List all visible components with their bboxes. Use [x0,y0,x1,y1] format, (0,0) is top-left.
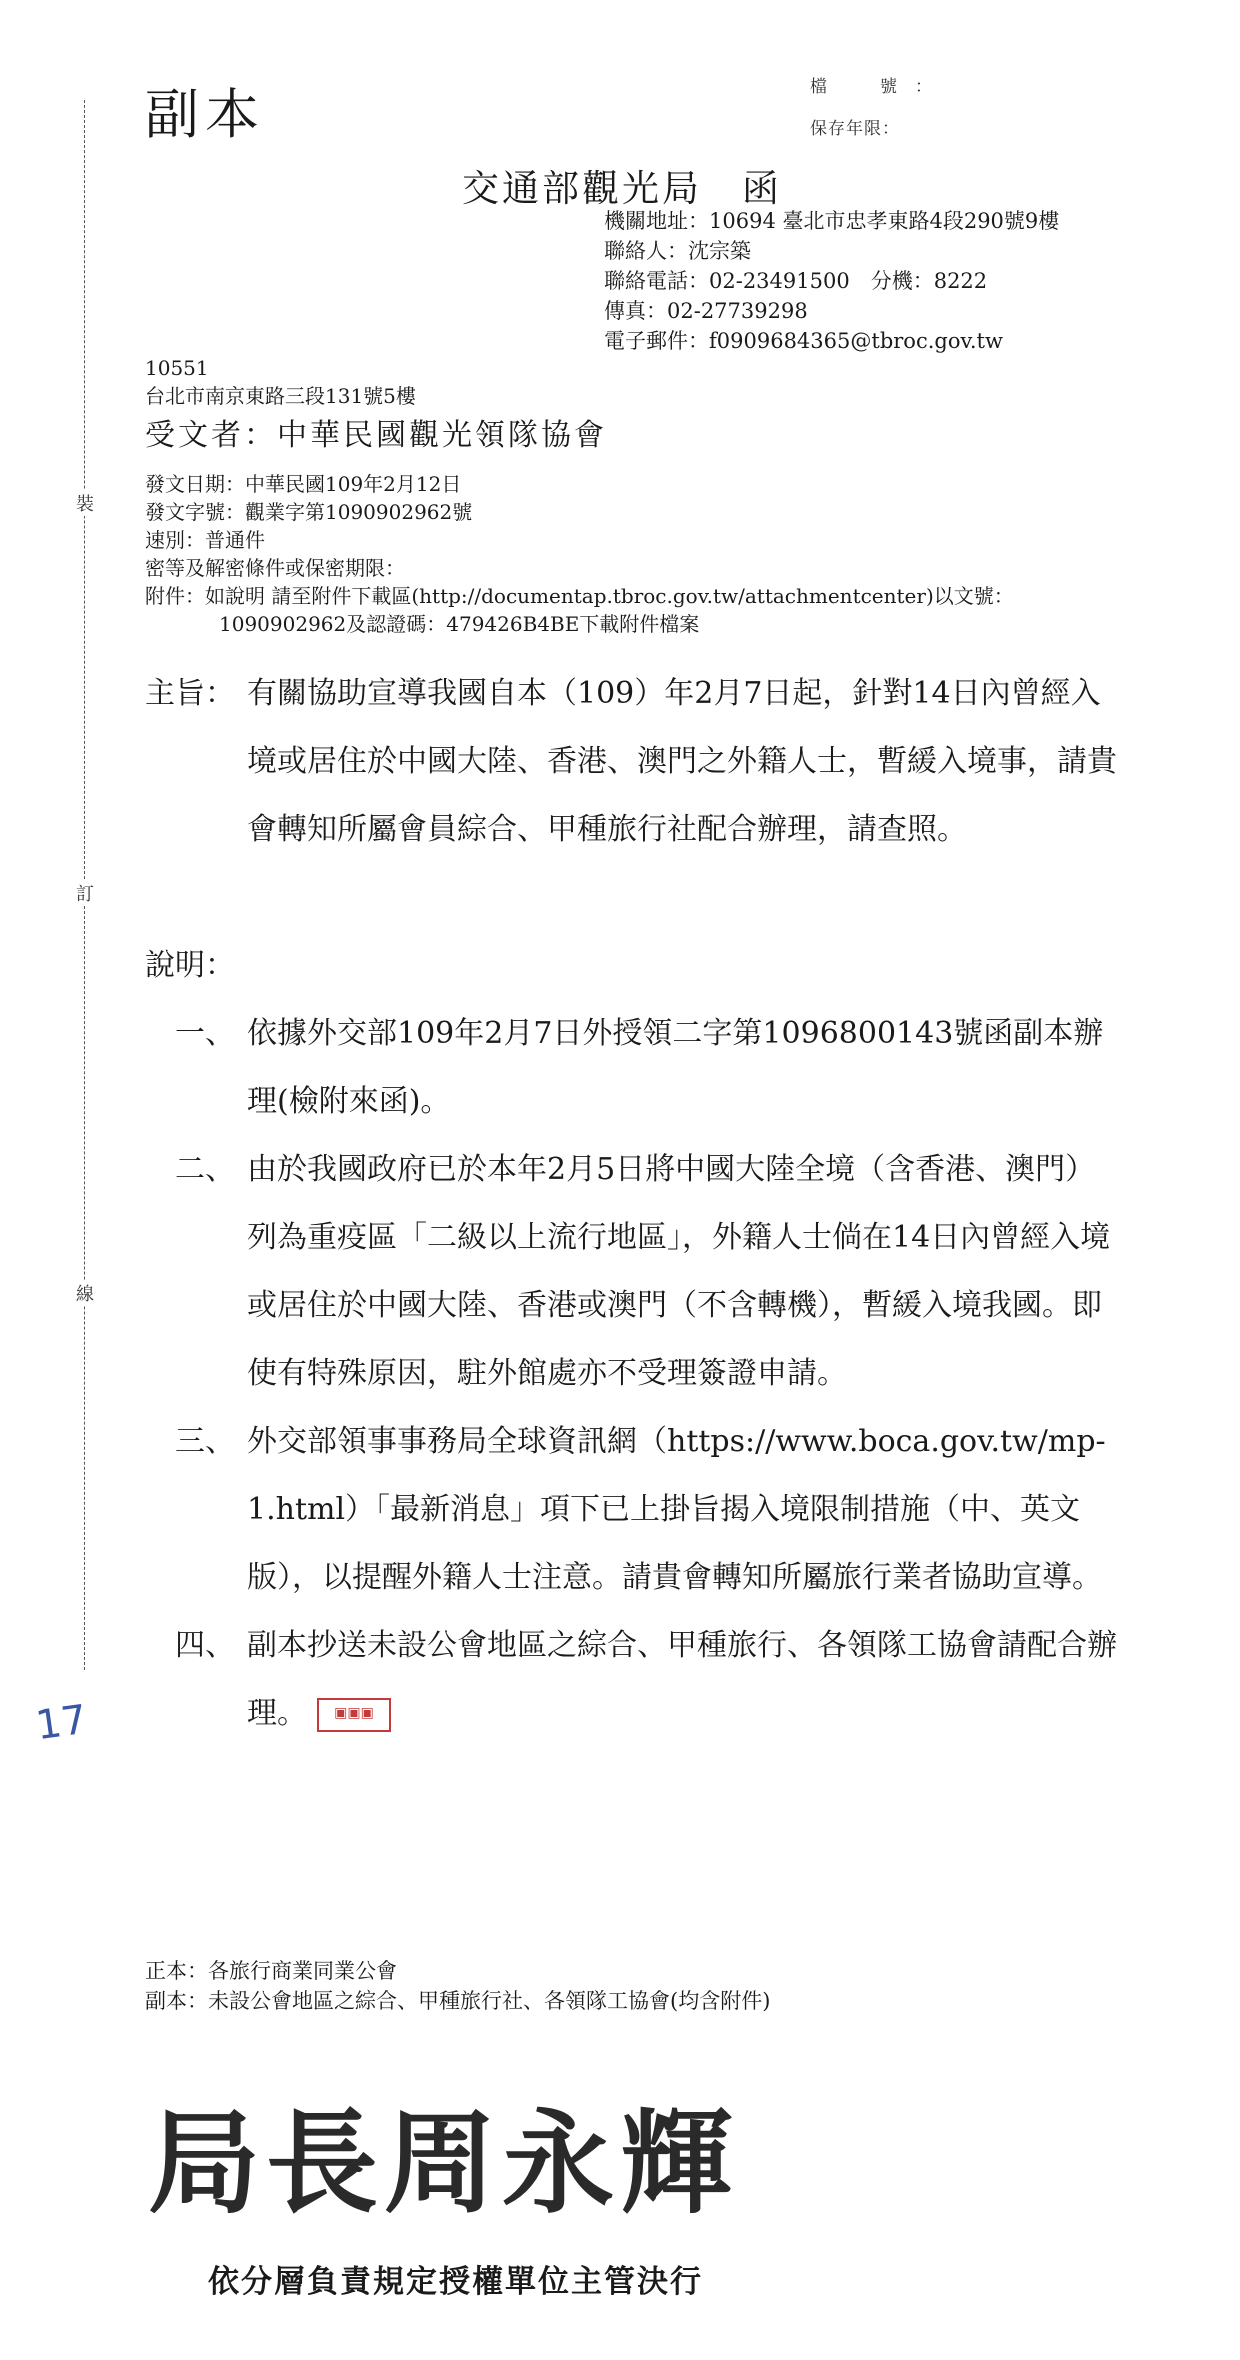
subject-text: 有關協助宣導我國自本（109）年2月7日起，針對14日內曾經入境或居住於中國大陸、香港、澳門之外籍人士，暫緩入境事，請貴會轉知所屬會員綜合、甲種旅行社配合辦理，請查照。 [247,676,1117,847]
agency-address: 機關地址：10694 臺北市忠孝東路4段290號9樓 [604,209,1060,233]
list-item [145,1136,1120,1408]
recipient: 受文者：中華民國觀光領隊協會 [145,418,607,453]
description-label: 說明： [145,948,235,983]
subject-label: 主旨： [145,676,235,711]
attachment-line-1: 附件：如說明 請至附件下載區(http://documentap.tbroc.gov.tw/attachmentcenter)以文號： [145,584,1014,608]
retention-label: 保存年限： [810,119,900,139]
signature-text: 局長周永輝 [148,2098,738,2229]
description-items [145,1000,1120,1748]
margin-mark-line: 線 [76,1280,94,1306]
document-title [462,158,782,212]
original-recipients: 正本：各旅行商業同業公會 [145,1959,397,1983]
item-number: 三、 [175,1424,235,1459]
item-number: 四、 [175,1628,235,1663]
contact-person: 聯絡人：沈宗築 [604,239,751,263]
recipient-address [145,354,416,410]
file-number-label: 檔 號： [810,77,950,97]
subject-section [145,660,1120,864]
reference-number: 發文字號：觀業字第1090902962號 [145,500,473,524]
seal-stamp: ▣▣▣ [317,1698,391,1732]
handwritten-page-mark: 17 [33,1696,90,1750]
postal-code: 10551 [145,356,209,380]
attachment-line-2: 1090902962及認證碼：479426B4BE下載附件檔案 [219,612,700,636]
signature-note: 依分層負責規定授權單位主管決行 [208,2264,703,2300]
list-item [145,1612,1120,1748]
street-address: 台北市南京東路三段131號5樓 [145,384,416,408]
contact-fax: 傳真：02-27739298 [604,299,808,323]
delivery-speed: 速別：普通件 [145,528,265,552]
contact-block [604,206,1059,356]
distribution-list [145,1956,770,2016]
copy-mark: 副本 [145,83,265,146]
item-number: 一、 [175,1016,235,1051]
list-item [145,1000,1120,1136]
document-type: 函 [742,167,782,210]
copy-recipients: 副本：未設公會地區之綜合、甲種旅行社、各領隊工協會(均含附件) [145,1989,771,2013]
list-item [145,1408,1120,1612]
issue-date: 發文日期：中華民國109年2月12日 [145,472,462,496]
item-text: 外交部領事事務局全球資訊網（https://www.boca.gov.tw/mp-1.html）「最新消息」項下已上掛旨揭入境限制措施（中、英文版），以提醒外籍人士注意。請貴會轉知所屬旅行業者協助宣導。 [247,1424,1106,1595]
contact-phone: 聯絡電話：02-23491500 分機：8222 [604,269,988,293]
margin-mark-bind: 裝 [76,490,94,516]
secrecy-level: 密等及解密條件或保密期限： [145,556,405,580]
contact-email: 電子郵件：f0909684365@tbroc.gov.tw [604,329,1003,353]
item-text: 副本抄送未設公會地區之綜合、甲種旅行、各領隊工協會請配合辦理。 [247,1628,1117,1731]
document-meta [145,470,1014,638]
margin-mark-staple: 訂 [76,880,94,906]
director-signature [140,2080,760,2240]
item-text: 依據外交部109年2月7日外授領二字第1096800143號函副本辦理(檢附來函)。 [247,1016,1104,1119]
item-text: 由於我國政府已於本年2月5日將中國大陸全境（含香港、澳門）列為重疫區「二級以上流行地區」，外籍人士倘在14日內曾經入境或居住於中國大陸、香港或澳門（不含轉機），暫緩入境我國。即使有特殊原因，駐外館處亦不受理簽證申請。 [247,1152,1111,1391]
agency-name: 交通部觀光局 [462,167,702,210]
item-number: 二、 [175,1152,235,1187]
